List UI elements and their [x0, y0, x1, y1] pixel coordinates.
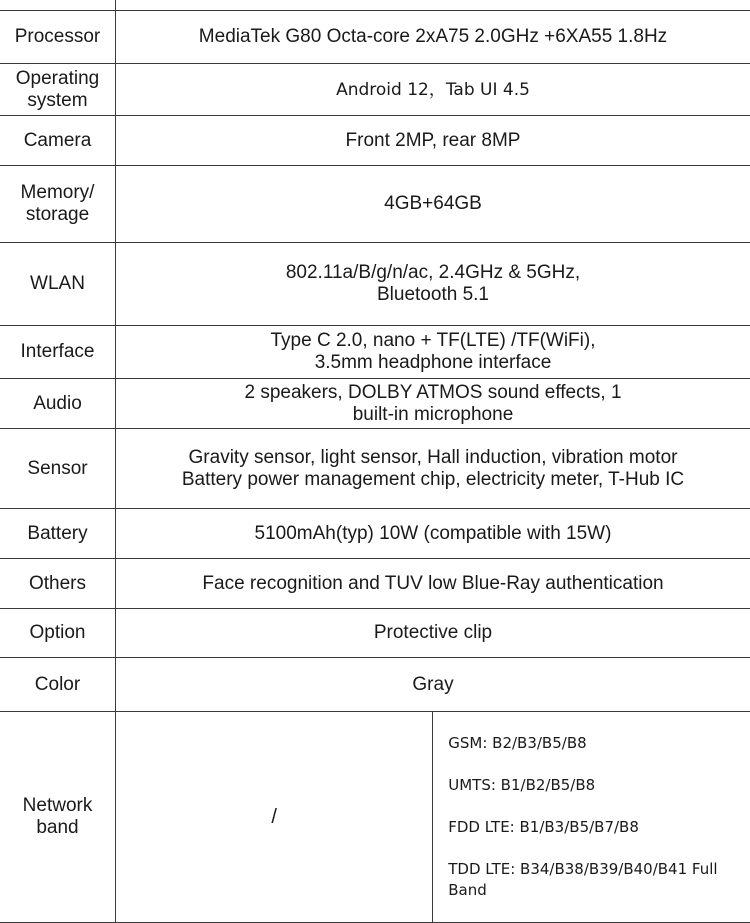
table-row [0, 559, 750, 609]
spec-label: Operating system [0, 64, 116, 116]
spec-value: Type C 2.0, nano + TF(LTE) /TF(WiFi), 3.5mm headphone interface [116, 326, 750, 379]
table-row [0, 658, 750, 712]
table-row [0, 11, 750, 64]
spec-label: Audio [0, 379, 116, 429]
spec-label: Color [0, 658, 116, 712]
table-row-network-band [0, 712, 750, 923]
spec-value: MediaTek G80 Octa-core 2xA75 2.0GHz +6XA55 1.8Hz [116, 11, 750, 64]
network-band-label: Network band [0, 712, 116, 923]
network-band-list [433, 712, 750, 923]
spec-value: Gray [116, 658, 750, 712]
spec-label: Sensor [0, 429, 116, 509]
top-stub-value [116, 0, 750, 11]
spec-value: Front 2MP, rear 8MP [116, 116, 750, 166]
spec-label: Interface [0, 326, 116, 379]
spec-value: Face recognition and TUV low Blue-Ray authentication [116, 559, 750, 609]
table-row [0, 116, 750, 166]
spec-label: Processor [0, 11, 116, 64]
spec-label: Camera [0, 116, 116, 166]
spec-value: Android 12，Tab UI 4.5 [116, 64, 750, 116]
band-fdd-lte: FDD LTE: B1/B3/B5/B7/B8 [448, 817, 750, 838]
spec-value: 5100mAh(typ) 10W (compatible with 15W) [116, 509, 750, 559]
spec-label: Memory/ storage [0, 166, 116, 243]
spec-value: 4GB+64GB [116, 166, 750, 243]
network-band-wifi-value: / [116, 712, 433, 923]
spec-value: 802.11a/B/g/n/ac, 2.4GHz & 5GHz, Bluetooth 5.1 [116, 243, 750, 326]
table-row [0, 509, 750, 559]
table-row [0, 429, 750, 509]
spec-value: Gravity sensor, light sensor, Hall induction, vibration motor Battery power management chip, electricity meter, T-Hub IC [116, 429, 750, 509]
table-row [0, 609, 750, 658]
spec-label: Battery [0, 509, 116, 559]
spec-value: 2 speakers, DOLBY ATMOS sound effects, 1 built-in microphone [116, 379, 750, 429]
spec-label: Option [0, 609, 116, 658]
band-tdd-lte: TDD LTE: B34/B38/B39/B40/B41 Full Band [448, 859, 750, 901]
table-row [0, 166, 750, 243]
top-stub-label [0, 0, 116, 11]
spec-label: WLAN [0, 243, 116, 326]
band-umts: UMTS: B1/B2/B5/B8 [448, 775, 750, 796]
table-row [0, 64, 750, 116]
table-row-top-stub [0, 0, 750, 11]
band-gsm: GSM: B2/B3/B5/B8 [448, 733, 750, 754]
spec-label: Others [0, 559, 116, 609]
spec-value: Protective clip [116, 609, 750, 658]
table-row [0, 326, 750, 379]
table-row [0, 379, 750, 429]
table-row [0, 243, 750, 326]
